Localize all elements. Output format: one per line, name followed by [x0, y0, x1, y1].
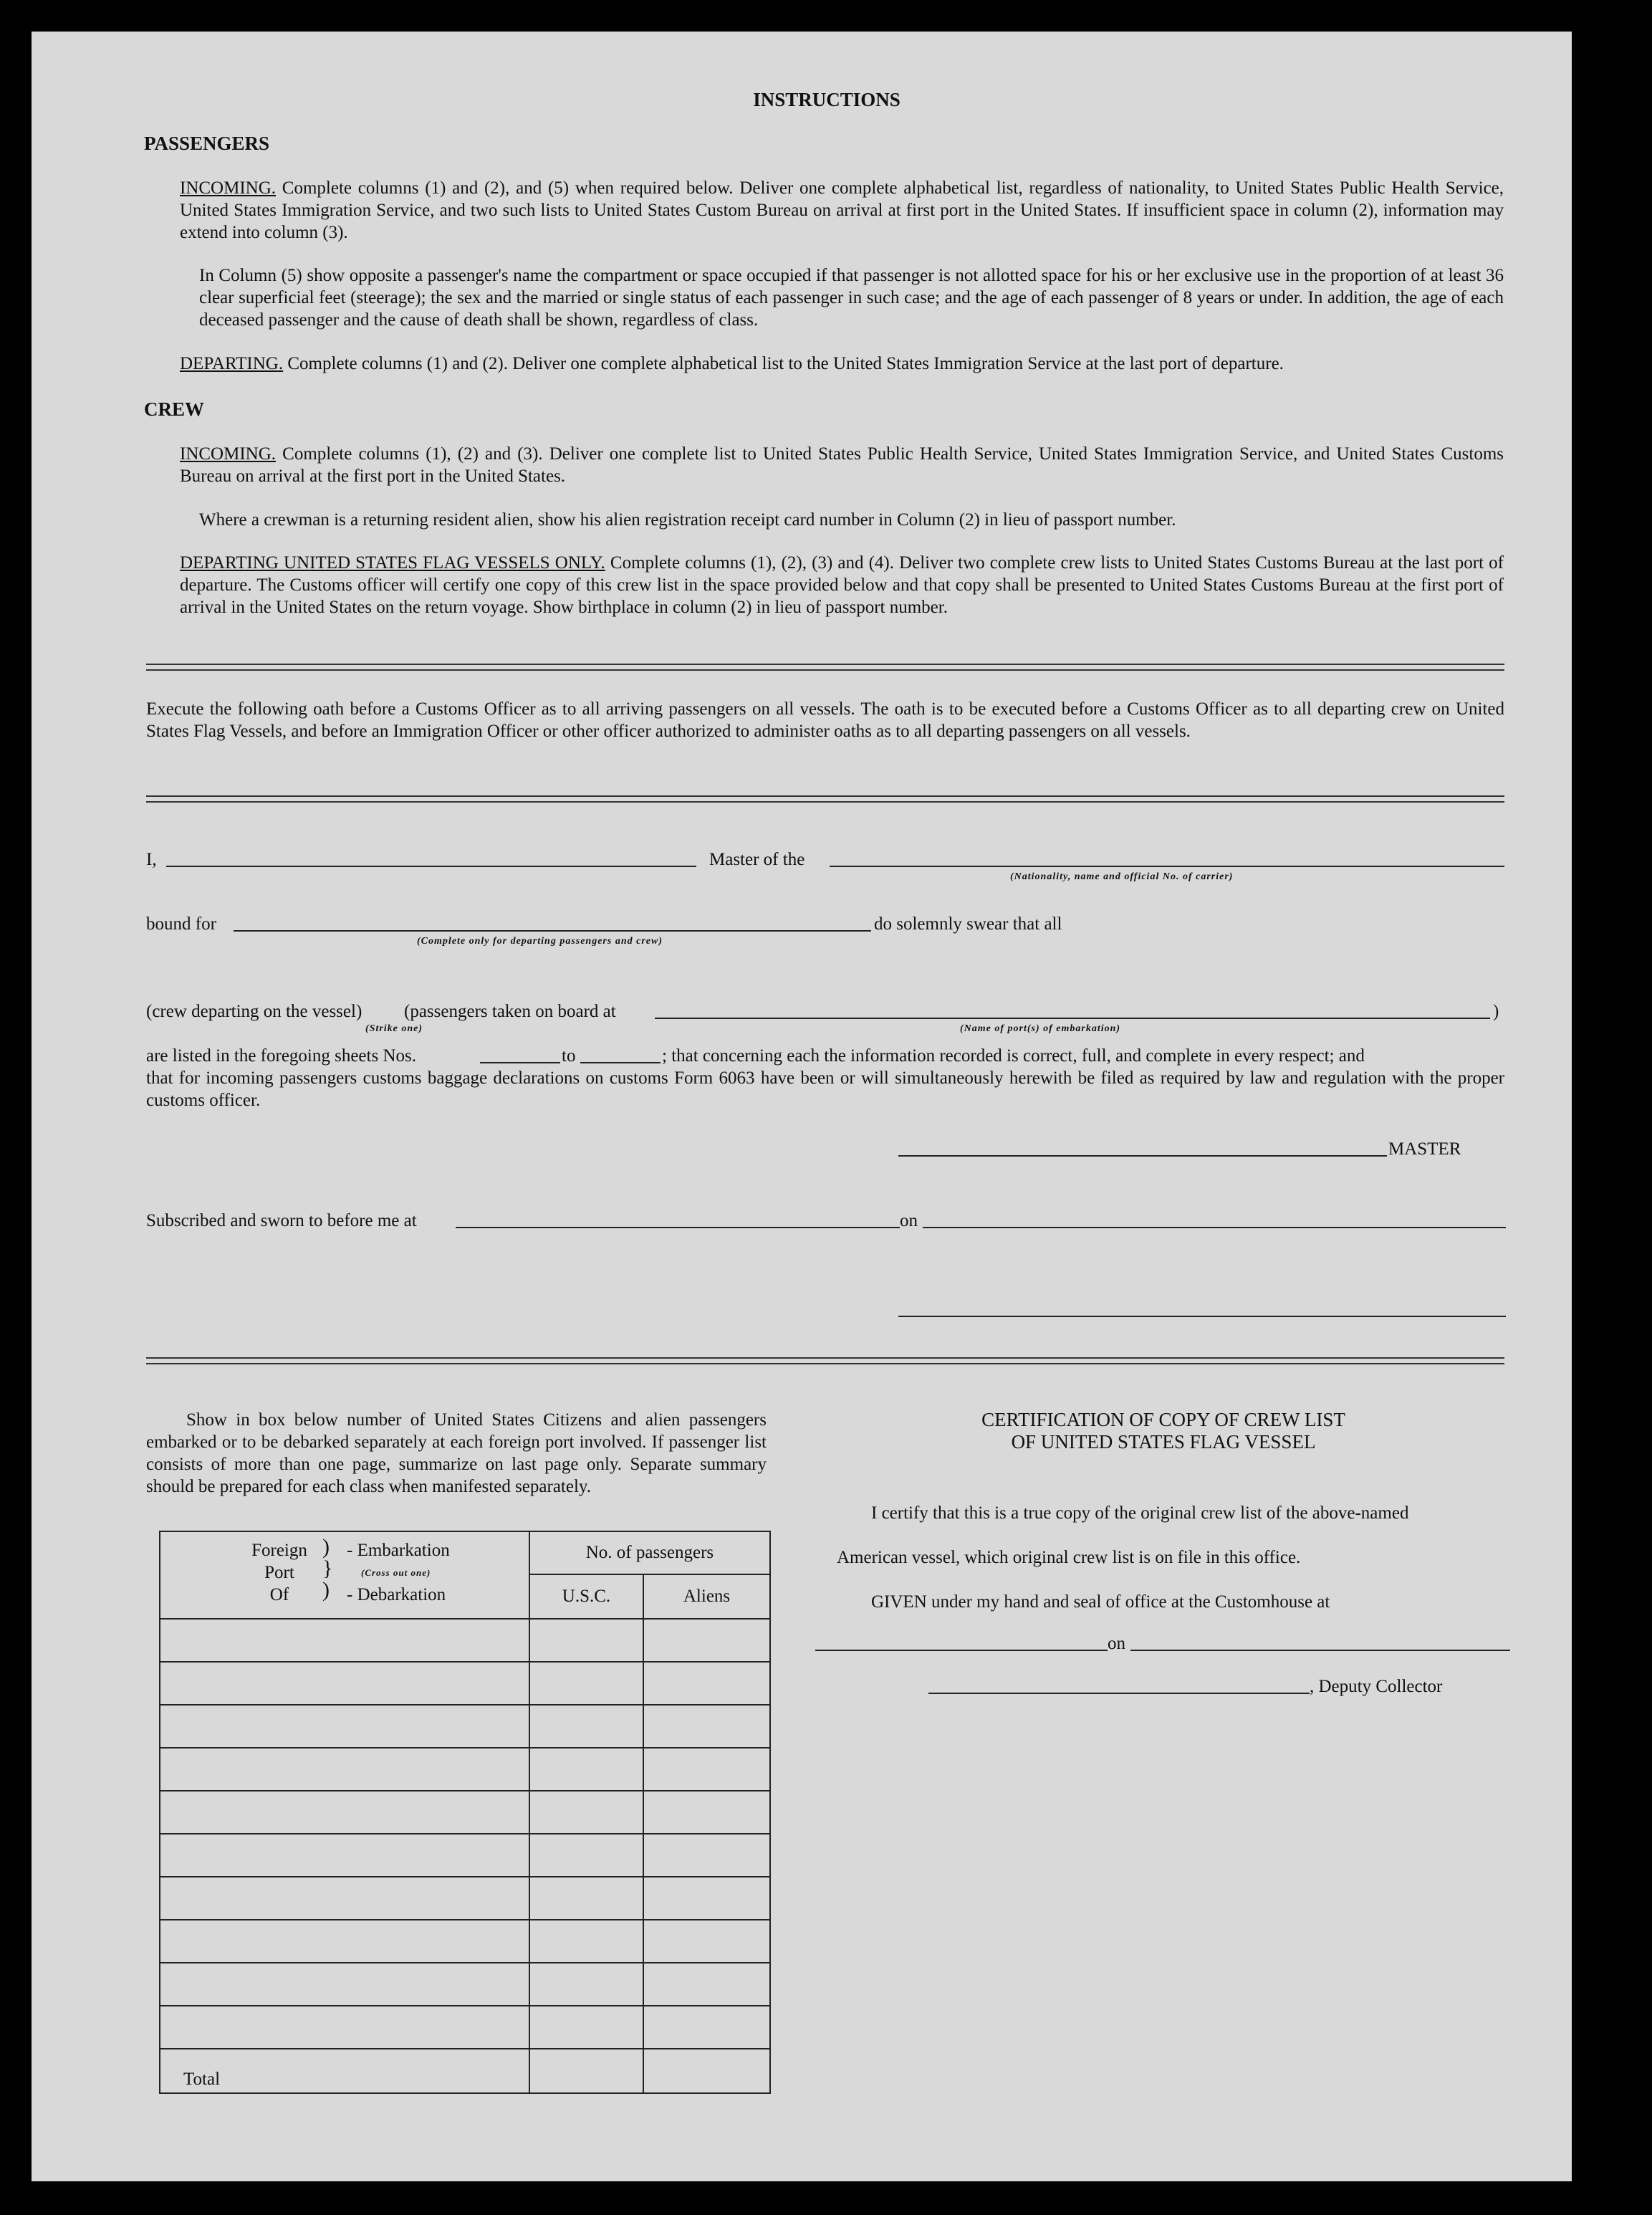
- master-signature-label: MASTER: [1388, 1139, 1461, 1159]
- crew-departing-option: (crew departing on the vessel): [146, 1002, 362, 1021]
- embarkation-port-field[interactable]: [655, 1018, 1490, 1019]
- master-name-field[interactable]: [166, 866, 696, 867]
- passengers-incoming-label: INCOMING.: [180, 178, 277, 198]
- master-signature-field[interactable]: [898, 1155, 1387, 1157]
- port-cell[interactable]: [160, 1920, 529, 1963]
- passengers-column5-paragraph: In Column (5) show opposite a passenger's name the compartment or space occupied if that passenger is not allotted space for his or her exclusive use in the proportion of at least 36 clear superficial feet (steerage); the sex and the married or single status of each passenger in such case; and the age of each passenger of 8 years or under. In addition, the age of each deceased passenger and the cause of death shall be shown, regardless of class.: [199, 266, 1504, 330]
- certification-title-1: CERTIFICATION OF COPY OF CREW LIST: [981, 1409, 1345, 1430]
- passengers-departing-text: Complete columns (1) and (2). Deliver one complete alphabetical list to the United States Immigration Service at the last port of departure.: [287, 354, 1284, 373]
- deputy-signature-field[interactable]: [928, 1693, 1310, 1694]
- usc-cell[interactable]: [529, 1705, 643, 1748]
- usc-cell[interactable]: [529, 2006, 643, 2049]
- form-page: [32, 32, 1572, 2181]
- strike-hint: (Strike one): [365, 1023, 423, 1034]
- listed-sheets-label: are listed in the foregoing sheets Nos.: [146, 1046, 416, 1066]
- section-divider: [146, 795, 1504, 803]
- section-divider: [146, 664, 1504, 671]
- table-row: [160, 1705, 770, 1748]
- port-cell[interactable]: [160, 2006, 529, 2049]
- brace-glyphs: ) } ): [322, 1535, 333, 1602]
- aliens-cell[interactable]: [643, 1791, 770, 1834]
- crew-departing-text: Complete columns (1), (2), (3) and (4). Deliver two complete crew lists to United States Customs Bureau at the last port of departure. The Customs officer will certify one copy of this crew list in the space provided below and that copy shall be presented to United States Customs Bureau at the first port of arrival in the United States on the return voyage. Show birthplace in column (2) in lieu of passport number.: [180, 553, 1504, 617]
- port-cell[interactable]: [160, 1834, 529, 1877]
- port-cell[interactable]: [160, 1877, 529, 1920]
- crew-alien-paragraph: Where a crewman is a returning resident alien, show his alien registration receipt card number in Column (2) in lieu of passport number.: [199, 510, 1176, 530]
- port-cell[interactable]: [160, 1748, 529, 1791]
- usc-cell[interactable]: [529, 1791, 643, 1834]
- table-row: [160, 1662, 770, 1705]
- passengers-incoming-text: Complete columns (1) and (2), and (5) when required below. Deliver one complete alphabetical list, regardless of nationality, to United States Public Health Service, United States Immigration Service, and two such lists to United States Custom Bureau on arrival at first port in the United States. If insufficient space in column (2), information may extend into column (3).: [180, 178, 1504, 242]
- crew-incoming-text: Complete columns (1), (2) and (3). Deliver one complete list to United States Public Health Service, United States Immigration Service, and United States Customs Bureau on arrival at the first port in the United States.: [180, 444, 1504, 486]
- debarkation-label: - Debarkation: [347, 1585, 446, 1604]
- crew-title: CREW: [144, 398, 205, 420]
- aliens-cell[interactable]: [643, 1963, 770, 2006]
- instructions-heading: INSTRUCTIONS: [753, 89, 901, 110]
- passenger-summary-table: [159, 1531, 771, 2094]
- passengers-title: PASSENGERS: [144, 133, 270, 154]
- swear-label: do solemnly swear that all: [874, 914, 1062, 934]
- aliens-cell[interactable]: [643, 1619, 770, 1662]
- port-cell[interactable]: [160, 1963, 529, 2006]
- certification-on-label: on: [1108, 1634, 1125, 1653]
- customhouse-field[interactable]: [815, 1650, 1108, 1651]
- port-cell[interactable]: [160, 1662, 529, 1705]
- table-row: [160, 1791, 770, 1834]
- embarkation-label: - Embarkation: [347, 1541, 450, 1560]
- section-divider: [146, 1357, 1504, 1364]
- usc-cell[interactable]: [529, 1834, 643, 1877]
- port-cell[interactable]: [160, 1791, 529, 1834]
- carrier-field[interactable]: [830, 866, 1504, 867]
- foreign-label: Foreign: [251, 1541, 307, 1560]
- usc-cell[interactable]: [529, 1963, 643, 2006]
- usc-cell[interactable]: [529, 1877, 643, 1920]
- certification-line-3: GIVEN under my hand and seal of office at the Customhouse at: [871, 1592, 1330, 1612]
- subscribed-date-field[interactable]: [923, 1227, 1506, 1228]
- officer-signature-field[interactable]: [898, 1316, 1506, 1317]
- certification-line-2: American vessel, which original crew list is on file in this office.: [837, 1548, 1301, 1567]
- table-row: [160, 1619, 770, 1662]
- port-cell[interactable]: [160, 1705, 529, 1748]
- crew-departing-paragraph: [180, 552, 1504, 618]
- deputy-collector-label: , Deputy Collector: [1310, 1677, 1443, 1696]
- master-of-label: Master of the: [709, 850, 805, 869]
- certification-title-2: OF UNITED STATES FLAG VESSEL: [1011, 1431, 1316, 1453]
- passengers-departing-paragraph: [180, 353, 1504, 375]
- crew-incoming-label: INCOMING.: [180, 444, 277, 464]
- aliens-cell[interactable]: [643, 1834, 770, 1877]
- total-row: [160, 2049, 770, 2093]
- oath-i-label: I,: [146, 850, 157, 869]
- listed-rest-text: that for incoming passengers customs baggage declarations on customs Form 6063 have been or will simultaneously herewith be filed as required by law and regulation with the proper customs officer.: [146, 1068, 1504, 1110]
- close-paren: ): [1493, 1002, 1499, 1021]
- usc-header: U.S.C.: [529, 1574, 643, 1619]
- aliens-cell[interactable]: [643, 1662, 770, 1705]
- aliens-cell[interactable]: [643, 1920, 770, 1963]
- passengers-incoming-paragraph: [180, 177, 1504, 244]
- aliens-total-cell[interactable]: [643, 2049, 770, 2093]
- table-row: [160, 1834, 770, 1877]
- bound-for-field[interactable]: [234, 930, 871, 932]
- no-passengers-header: No. of passengers: [529, 1531, 770, 1574]
- table-row: [160, 1877, 770, 1920]
- oath-intro: Execute the following oath before a Customs Officer as to all arriving passengers on all vessels. The oath is to be executed before a Customs Officer as to all departing crew on United States Flag Vessels, and before an Immigration Officer or other officer authorized to administer oaths as to all departing passengers on all vessels.: [146, 699, 1504, 741]
- port-cell[interactable]: [160, 1619, 529, 1662]
- table-row: [160, 1748, 770, 1791]
- crew-departing-label: DEPARTING UNITED STATES FLAG VESSELS ONLY.: [180, 553, 605, 573]
- summary-instructions: Show in box below number of United States Citizens and alien passengers embarked or to be debarked separately at each foreign port involved. If passenger list consists of more than one page, summarize on last page only. Separate summary should be prepared for each class when manifested separately.: [146, 1410, 767, 1496]
- port-label: Port: [264, 1563, 294, 1582]
- sheet-to-field[interactable]: [580, 1062, 661, 1063]
- passengers-taken-option: (passengers taken on board at: [404, 1002, 616, 1021]
- usc-cell[interactable]: [529, 1920, 643, 1963]
- aliens-cell[interactable]: [643, 1877, 770, 1920]
- bound-hint: (Complete only for departing passengers and crew): [417, 936, 663, 947]
- table-row: [160, 2006, 770, 2049]
- aliens-cell[interactable]: [643, 1748, 770, 1791]
- usc-total-cell[interactable]: [529, 2049, 643, 2093]
- usc-cell[interactable]: [529, 1619, 643, 1662]
- aliens-header: Aliens: [643, 1574, 770, 1619]
- usc-cell[interactable]: [529, 1748, 643, 1791]
- aliens-cell[interactable]: [643, 1705, 770, 1748]
- bound-for-label: bound for: [146, 914, 216, 934]
- crew-incoming-paragraph: [180, 443, 1504, 487]
- table-row: [160, 1920, 770, 1963]
- subscribed-label: Subscribed and sworn to before me at: [146, 1211, 417, 1230]
- cross-out-hint: (Cross out one): [361, 1567, 431, 1578]
- sheet-from-field[interactable]: [480, 1062, 560, 1063]
- usc-cell[interactable]: [529, 1662, 643, 1705]
- certification-line-1: I certify that this is a true copy of the original crew list of the above-named: [871, 1503, 1409, 1523]
- subscribed-on-label: on: [900, 1211, 918, 1230]
- nationality-hint: (Nationality, name and official No. of carrier): [1010, 871, 1234, 882]
- listed-sheets-text: ; that concerning each the information recorded is correct, full, and complete in every respect; and: [662, 1046, 1365, 1066]
- subscribed-place-field[interactable]: [456, 1227, 900, 1228]
- foreign-port-header: [160, 1531, 529, 1619]
- port-hint: (Name of port(s) of embarkation): [960, 1023, 1121, 1034]
- aliens-cell[interactable]: [643, 2006, 770, 2049]
- certification-date-field[interactable]: [1130, 1650, 1510, 1651]
- total-label: Total: [160, 2049, 529, 2093]
- of-label: Of: [269, 1585, 289, 1604]
- listed-to-label: to: [562, 1046, 576, 1066]
- table-row: [160, 1963, 770, 2006]
- passengers-departing-label: DEPARTING.: [180, 354, 284, 373]
